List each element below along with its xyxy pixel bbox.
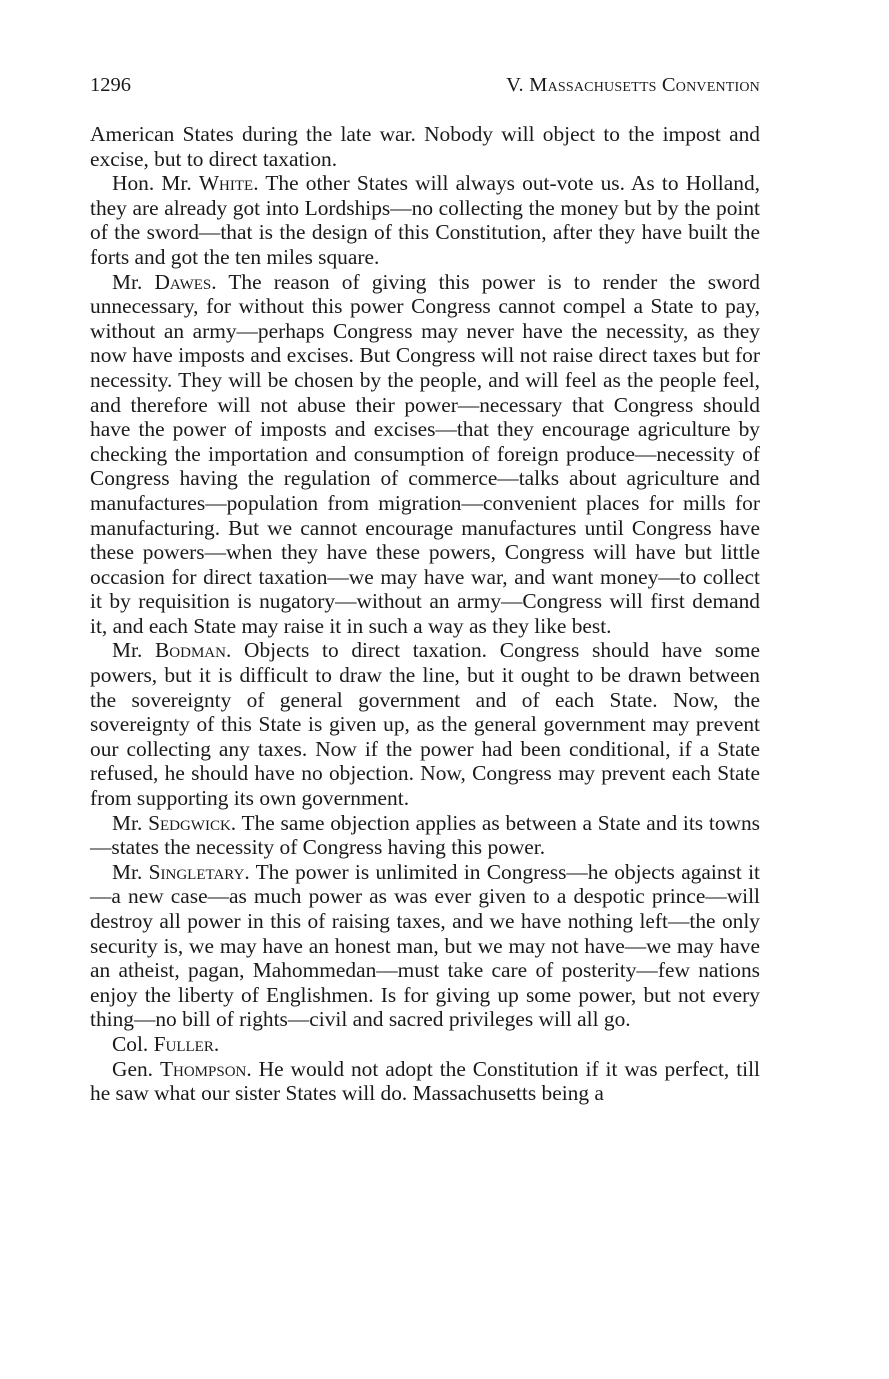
speaker-title: Mr. (112, 638, 156, 663)
paragraph-text: . He would not adopt the Constitution if it was perfect, till he saw what our sister States will do. Massachusetts being a (90, 1056, 760, 1106)
speaker-title: Mr. (112, 859, 149, 884)
running-title: V. Massachusetts Convention (506, 74, 760, 96)
speaker-name: Sedgwick (148, 810, 231, 835)
paragraph (90, 811, 760, 860)
paragraph (90, 1057, 760, 1106)
paragraph-text: . The power is unlimited in Congress—he objects against it—a new case—as much power as was ever given to a despotic prince—will destroy all power in this of raising taxes, and we have nothing left—the only security is, we may have an honest man, but we may not have—we may have an atheist, pagan, Mahommedan—must take care of posterity—few nations enjoy the liberty of Englishmen. Is for giving up some power, but not every thing—no bill of rights—civil and sacred privileges will all go. (90, 859, 760, 1032)
page-number: 1296 (90, 74, 131, 96)
paragraph (90, 122, 760, 171)
paragraph-text: . The other States will always out-vote us. As to Holland, they are already got into Lordships—no collecting the money but by the point of the sword—that is the design of this Constitution, after they have built the forts and got the ten miles square. (90, 171, 760, 269)
speaker-title: Col. (112, 1031, 154, 1056)
paragraph-text: . The reason of giving this power is to render the sword unnecessary, for without this power Congress cannot compel a State to pay, without an army—perhaps Congress may never have the necessity, as they now have imposts and excises. But Congress will not raise direct taxes but for necessity. They will be chosen by the people, and will feel as the people feel, and therefore will not abuse their power—necessary that Congress should have the power of imposts and excises—that they encourage agriculture by checking the importation and consumption of foreign produce—necessity of Congress having the regulation of commerce—talks about agriculture and manufactures—population from migration—convenient places for mills for manufacturing. But we cannot encourage manufactures until Congress have these powers—when they have these powers, Congress will have but little occasion for direct taxation—we may have war, and want money—to collect it by requisition is nugatory—without an army—Congress will first demand it, and each State may raise it in such a way as they like best. (90, 269, 760, 638)
speaker-name: Bodman (155, 638, 226, 663)
document-page (90, 74, 760, 1106)
speaker-name: Dawes (154, 269, 212, 294)
speaker-name: Fuller (153, 1031, 214, 1056)
paragraph-text: . (213, 1031, 220, 1056)
speaker-name: Singletary (148, 859, 245, 884)
speaker-title: Gen. (112, 1056, 160, 1081)
paragraph (90, 1032, 760, 1057)
paragraph (90, 860, 760, 1032)
speaker-title: Mr. (112, 810, 149, 835)
speaker-name: White (198, 171, 254, 196)
speaker-title: Hon. Mr. (112, 171, 199, 196)
paragraph (90, 270, 760, 639)
paragraph-text: . The same objection applies as between a State and its towns—states the necessity of Congress having this power. (90, 810, 760, 860)
speaker-name: Thompson (159, 1056, 247, 1081)
paragraph (90, 171, 760, 269)
running-header (90, 74, 760, 100)
speaker-title: Mr. (112, 269, 155, 294)
paragraph-text: American States during the late war. Nobody will object to the impost and excise, but to direct taxation. (90, 122, 760, 171)
paragraph-text: . Objects to direct taxation. Congress should have some powers, but it is difficult to draw the line, but it ought to be drawn between the sovereignty of general government and of each State. Now, the sovereignty of this State is given up, as the general government may prevent our collecting any taxes. Now if the power had been conditional, if a State refused, he should have no objection. Now, Congress may prevent each State from supporting its own government. (90, 638, 760, 811)
paragraph (90, 638, 760, 810)
body-text (90, 122, 760, 1106)
